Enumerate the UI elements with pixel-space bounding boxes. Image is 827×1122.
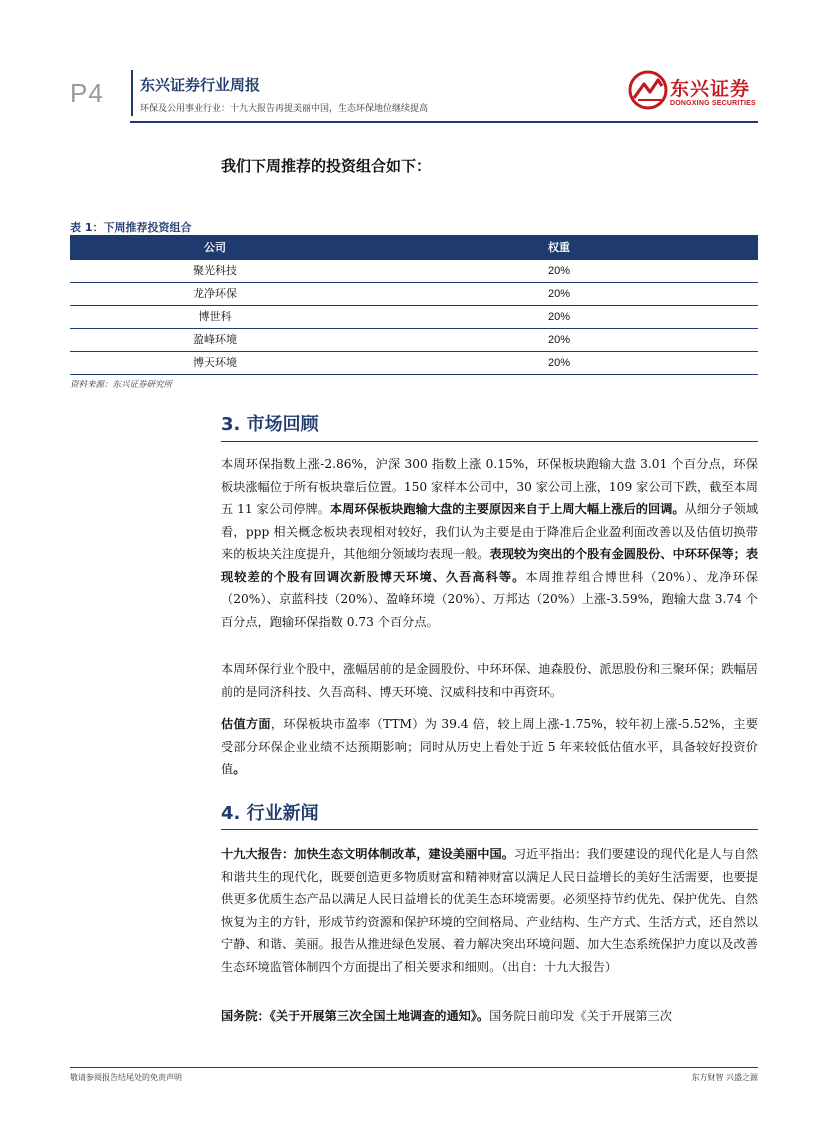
market-review-paragraph-2: 本周环保行业个股中，涨幅居前的是金圆股份、中环环保、迪森股份、派思股份和三聚环保；跌幅居前的是同济科技、久吾高科、博天环境、汉威科技和中再资环。	[221, 662, 758, 699]
company-cell: 龙净环保	[193, 287, 237, 300]
report-title: 东兴证券行业周报	[140, 76, 261, 94]
table-row	[70, 283, 758, 306]
emphasis-run: 本周环保板块跑输大盘的主要原因来自于上周大幅上涨后的回调。	[329, 502, 685, 516]
header-divider	[131, 70, 133, 116]
footer-rule	[70, 1067, 758, 1068]
portfolio-table	[70, 235, 758, 375]
section-heading-industry-news: 4. 行业新闻	[221, 803, 319, 824]
market-review-paragraph-1	[221, 453, 758, 633]
text-run: 本周环保指数上涨-2.86%，沪深 300 指数上涨 0.15%，环保板块跑输大盘 3.01 个百分点，环保板块涨幅位于所有板块靠后位置。150 家样本公司中，30 家公司上涨，109 家公司下跌，截至本周五 11 家公司停牌。	[221, 457, 758, 516]
header-rule	[130, 121, 758, 123]
table-row	[70, 352, 758, 375]
emphasis-run: 国务院：《关于开展第三次全国土地调查的通知》。	[221, 1009, 490, 1023]
report-subtitle: 环保及公用事业行业：十九大报告再提美丽中国，生态环保地位继续提高	[140, 104, 429, 114]
company-cell: 盈峰环境	[193, 333, 237, 346]
logo-wordmark-en: DONGXING SECURITIES	[670, 100, 756, 107]
company-cell: 博天环境	[193, 356, 237, 369]
table-header-weight: 权重	[548, 241, 570, 254]
page-number: P4	[70, 78, 104, 108]
section-rule	[221, 829, 758, 830]
emphasis-run: 十九大报告：加快生态文明体制改革，建设美丽中国。	[221, 847, 514, 861]
portfolio-intro: 我们下周推荐的投资组合如下：	[221, 157, 432, 175]
company-cell: 聚光科技	[193, 264, 237, 277]
text-run: ，环保板块市盈率（TTM）为 39.4 倍，较上周上涨-1.75%，较年初上涨-5.52%，主要受部分环保企业业绩不达预期影响；同时从历史上看处于近 5 年来较低估值水平，具备较好投资价值	[221, 717, 758, 776]
table-header-row	[70, 235, 758, 260]
footer-disclaimer: 敬请参阅报告结尾处的免责声明	[70, 1073, 182, 1082]
text-run: 习近平指出：我们要建设的现代化是人与自然和谐共生的现代化，既要创造更多物质财富和精神财富以满足人民日益增长的美好生活需要，也要提供更多优质生态产品以满足人民日益增长的优美生态环境需要。必须坚持节约优先、保护优先、自然恢复为主的方针，形成节约资源和保护环境的空间格局、产业结构、生产方式、生活方式，还自然以宁静、和谐、美丽。报告从推进绿色发展、着力解决突出环境问题、加大生态系统保护力度以及改善生态环境监管体制四个方面提出了相关要求和细则。（出自：十九大报告）	[221, 847, 759, 974]
weight-cell: 20%	[547, 334, 571, 346]
text-run: 本周推荐组合博世科（20%）、龙净环保（20%）、京蓝科技（20%）、盈峰环境（20%）、万邦达（20%）上涨-3.59%，跑输大盘 3.74 个百分点，跑输环保指数 0.73 个百分点。	[221, 569, 758, 629]
dongxing-logo-icon	[628, 70, 668, 110]
table-caption: 表 1：下周推荐投资组合	[70, 221, 192, 234]
news-paragraph-2	[221, 1005, 758, 1028]
table-header-company: 公司	[204, 241, 226, 254]
weight-cell: 20%	[547, 311, 571, 323]
table-row	[70, 306, 758, 329]
weight-cell: 20%	[547, 288, 571, 300]
section-rule	[221, 441, 758, 442]
table-source: 资料来源：东兴证券研究所	[70, 380, 173, 390]
text-run: 国务院日前印发《关于开展第三次	[489, 1009, 672, 1023]
emphasis-run: 表现较为突出的个股有金圆股份、中环环保等；表现较差的个股有回调次新股博天环境、久吾高科等。	[221, 547, 759, 584]
table-row	[70, 260, 758, 283]
table-row	[70, 329, 758, 352]
news-paragraph-1	[221, 843, 758, 978]
section-heading-market-review: 3. 市场回顾	[221, 414, 319, 435]
weight-cell: 20%	[547, 265, 571, 277]
logo-wordmark-cn: 东兴证券	[670, 78, 751, 100]
emphasis-run: 。	[233, 762, 246, 776]
emphasis-run: 估值方面	[221, 717, 271, 731]
company-cell: 博世科	[198, 310, 232, 323]
footer-slogan: 东方财智 兴盛之源	[691, 1073, 758, 1082]
valuation-paragraph	[221, 713, 758, 781]
weight-cell: 20%	[547, 357, 571, 369]
text-run: 从细分子领域看，ppp 相关概念板块表现相对较好，我们认为主要是由于降准后企业盈利面改善以及估值切换带来的板块关注度提升，其他细分领域均表现一般。	[221, 502, 759, 561]
